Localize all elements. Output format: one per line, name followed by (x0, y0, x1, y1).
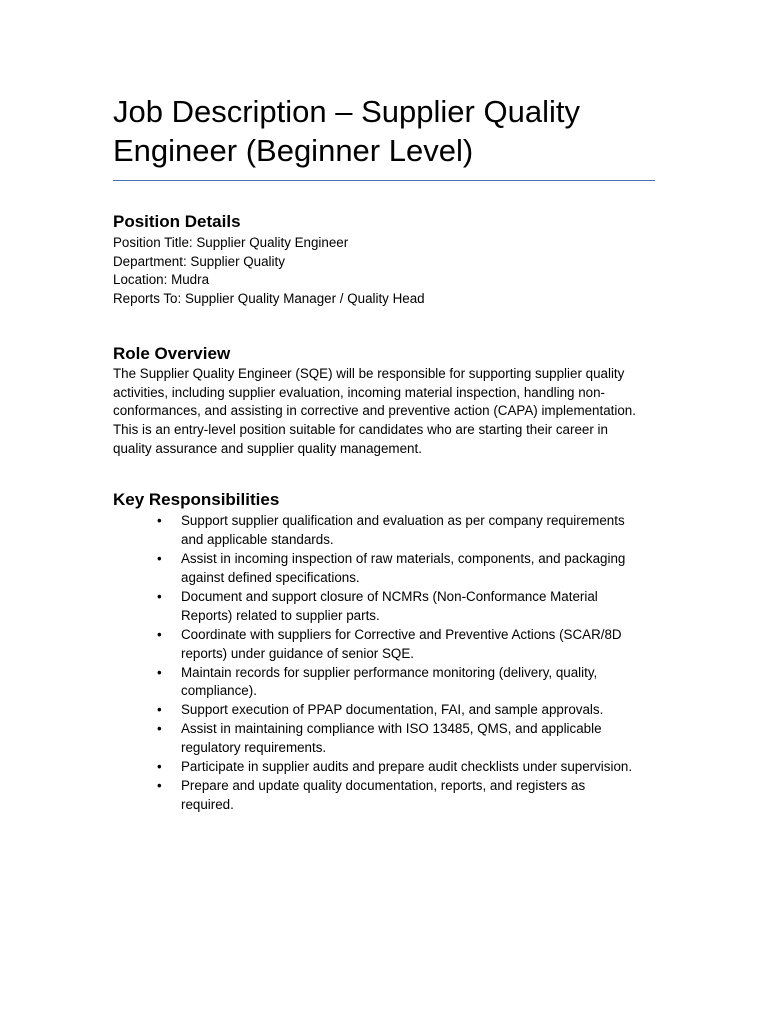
responsibility-item (113, 701, 649, 720)
responsibility-item (113, 758, 649, 777)
bullet-icon: • (157, 551, 162, 567)
responsibility-text-line: Assist in maintaining compliance with ISO 13485, QMS, and applicable (181, 721, 602, 737)
responsibility-text-line: compliance). (181, 683, 257, 699)
responsibility-text-line: and applicable standards. (181, 532, 334, 548)
reports-to-line: Reports To: Supplier Quality Manager / Quality Head (113, 291, 425, 307)
bullet-icon: • (157, 664, 162, 680)
responsibility-text-line: regulatory requirements. (181, 740, 327, 756)
key-responsibilities-heading: Key Responsibilities (113, 490, 280, 510)
title-line-1: Job Description – Supplier Quality (113, 94, 580, 129)
responsibility-item (113, 626, 649, 664)
responsibility-text-line: Assist in incoming inspection of raw materials, components, and packaging (181, 551, 626, 567)
responsibility-text-line: reports) under guidance of senior SQE. (181, 645, 414, 661)
responsibility-item (113, 664, 649, 702)
position-details-section (113, 211, 655, 309)
title-divider (113, 180, 655, 181)
responsibility-text-line: Support supplier qualification and evaluation as per company requirements (181, 513, 625, 529)
role-overview-section (113, 343, 655, 459)
document-page (113, 92, 655, 815)
role-overview-line: quality assurance and supplier quality management. (113, 440, 422, 456)
position-title-line: Position Title: Supplier Quality Engineer (113, 235, 349, 250)
responsibility-text-line: Document and support closure of NCMRs (Non-Conformance Material (181, 588, 598, 604)
location-line: Location: Mudra (113, 272, 210, 288)
role-overview-line: This is an entry-level position suitable for candidates who are starting their career in (113, 421, 608, 437)
title-line-2: Engineer (Beginner Level) (113, 133, 474, 168)
responsibility-text-line: Support execution of PPAP documentation, FAI, and sample approvals. (181, 702, 604, 718)
bullet-icon: • (157, 778, 162, 794)
role-overview-heading: Role Overview (113, 343, 231, 363)
bullet-icon: • (157, 626, 162, 642)
responsibility-text-line: against defined specifications. (181, 570, 360, 586)
responsibility-item (113, 777, 649, 815)
responsibility-text-line: required. (181, 796, 234, 812)
responsibility-item (113, 588, 649, 626)
responsibility-item (113, 720, 649, 758)
responsibility-text-line: Reports) related to supplier parts. (181, 607, 380, 623)
role-overview-line: The Supplier Quality Engineer (SQE) will be responsible for supporting supplier quality (113, 365, 625, 381)
position-details-heading: Position Details (113, 212, 241, 231)
role-overview-line: conformances, and assisting in corrective and preventive action (CAPA) implementation. (113, 403, 636, 419)
responsibilities-list (113, 512, 655, 815)
document-title (113, 92, 655, 170)
key-responsibilities-section (113, 489, 655, 815)
responsibility-text-line: Coordinate with suppliers for Corrective and Preventive Actions (SCAR/8D (181, 626, 622, 642)
bullet-icon: • (157, 588, 162, 604)
bullet-icon: • (157, 721, 162, 737)
department-line: Department: Supplier Quality (113, 253, 285, 269)
responsibility-item (113, 512, 649, 550)
responsibility-text-line: Participate in supplier audits and prepare audit checklists under supervision. (181, 759, 633, 775)
responsibility-item (113, 550, 649, 588)
bullet-icon: • (157, 759, 162, 775)
responsibility-text-line: Maintain records for supplier performance monitoring (delivery, quality, (181, 664, 598, 680)
bullet-icon: • (157, 702, 162, 718)
bullet-icon: • (157, 513, 162, 529)
responsibility-text-line: Prepare and update quality documentation, reports, and registers as (181, 778, 586, 794)
role-overview-line: activities, including supplier evaluation, incoming material inspection, handling non- (113, 384, 606, 400)
role-overview-paragraph (113, 365, 658, 459)
